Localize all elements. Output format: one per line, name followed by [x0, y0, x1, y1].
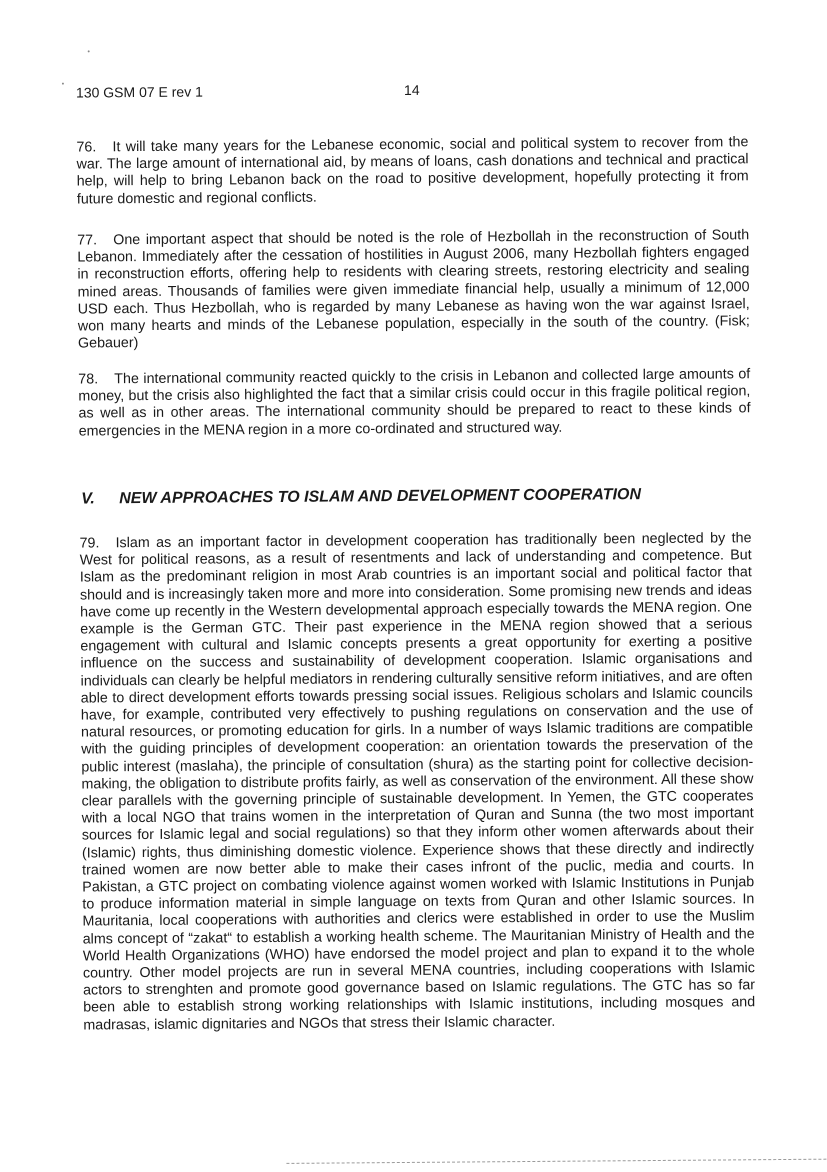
scan-speck	[88, 50, 90, 52]
paragraph-text: It will take many years for the Lebanese economic, social and political system to recover from the war. The large amount of international aid, by means of loans, cash donations and technical and practical help, will help to bring Lebanon back on the road to positive development, hopefully protecting it from future domestic and regional conflicts.	[76, 134, 749, 208]
paragraph-text: The international community reacted quickly to the crisis in Lebanon and collected large amounts of money, but the crisis also highlighted the fact that a similar crisis could occur in this fragile political region, as well as in other areas. The international community should be prepared to react to these kinds of emergencies in the MENA region in a more co-ordinated and structured way.	[78, 366, 751, 440]
document-reference: 130 GSM 07 E rev 1	[75, 83, 203, 101]
paragraph-text: Islam as an important factor in development cooperation has traditionally been neglected by the West for political reasons, as a result of resentments and lack of understanding and competence. But Islam as the predominant religion in most Arab countries is an important social and political factor that should and is increasingly taken more and more into consideration. Some promising new trends and ideas have come up recently in the Western developmental approach especially towards the MENA region. One example is the German GTC. Their past experience in the MENA region showed that a serious engagement with cultural and Islamic concepts presents a great opportunity for exerting a positive influence on the success and sustainability of development cooperation. Islamic organisations and individuals can clearly be helpful mediators in rendering culturally sensitive reform initiatives, and are often able to direct development efforts towards pressing social issues. Religious scholars and Islamic councils have, for example, contributed very effectively to pushing regulations on conservation and the use of natural resources, or promoting education for girls. In a number of ways Islamic traditions are compatible with the guiding principles of development cooperation: an orientation towards the preservation of the public interest (maslaha), the principle of consultation (shura) as the starting point for collective decision-making, the obligation to distribute profits fairly, as well as conservation of the environment. All these show clear parallels with the governing principle of sustainable development. In Yemen, the GTC cooperates with a local NGO that trains women in the interpretation of Quran and Sunna (the two most important sources for Islamic legal and social regulations) so that they inform other women afterwards about their (Islamic) rights, thus diminishing domestic violence. Experience shows that these directly and indirectly trained women are now better able to make their cases infront of the puclic, media and courts. In Pakistan, a GTC project on combating violence against women worked with Islamic Institutions in Punjab to produce information material in simple language on texts from Quran and other Islamic sources. In Mauritania, local cooperations with authorities and clerics were established in order to use the Muslim alms concept of “zakat“ to establish a working health scheme. The Mauritanian Ministry of Health and the World Health Organizations (WHO) have endorsed the model project and plan to expand it to the whole country. Other model projects are run in several MENA countries, including cooperations with Islamic actors to strenghten and promote good governance based on Islamic regulations. The GTC has so far been able to establish strong working relationships with Islamic institutions, including mosques and madrasas, islamic dignitaries and NGOs that stress their Islamic character.	[79, 530, 756, 1034]
paragraph-number: 76.	[76, 139, 97, 156]
paragraph-78	[78, 366, 751, 440]
section-number: V.	[81, 490, 95, 508]
paragraph-77	[77, 227, 750, 353]
paragraph-number: 79.	[79, 535, 100, 552]
paragraph-number: 78.	[78, 371, 99, 388]
paragraph-76	[76, 134, 749, 208]
section-heading	[81, 485, 751, 508]
scan-speck	[62, 83, 64, 85]
paragraph-79	[79, 530, 755, 1034]
page-header	[76, 79, 746, 104]
section-title: NEW APPROACHES TO ISLAM AND DEVELOPMENT COOPERATION	[119, 486, 642, 508]
paragraph-number: 77.	[77, 232, 98, 249]
footer-dashed-rule	[286, 1159, 826, 1164]
paragraph-text: One important aspect that should be noted is the role of Hezbollah in the reconstruction of South Lebanon. Immediately after the cessation of hostilities in August 2006, many Hezbollah fighters engaged in reconstruction efforts, offering help to residents with clearing streets, restoring electricity and sealing mined areas. Thousands of families were given immediate financial help, usually a minimum of 12,000 USD each. Thus Hezbollah, who is regarded by many Lebanese as having won the war against Israel, won many hearts and minds of the Lebanese population, especially in the south of the country. (Fisk; Gebauer)	[77, 227, 750, 352]
page-number: 14	[403, 81, 420, 98]
